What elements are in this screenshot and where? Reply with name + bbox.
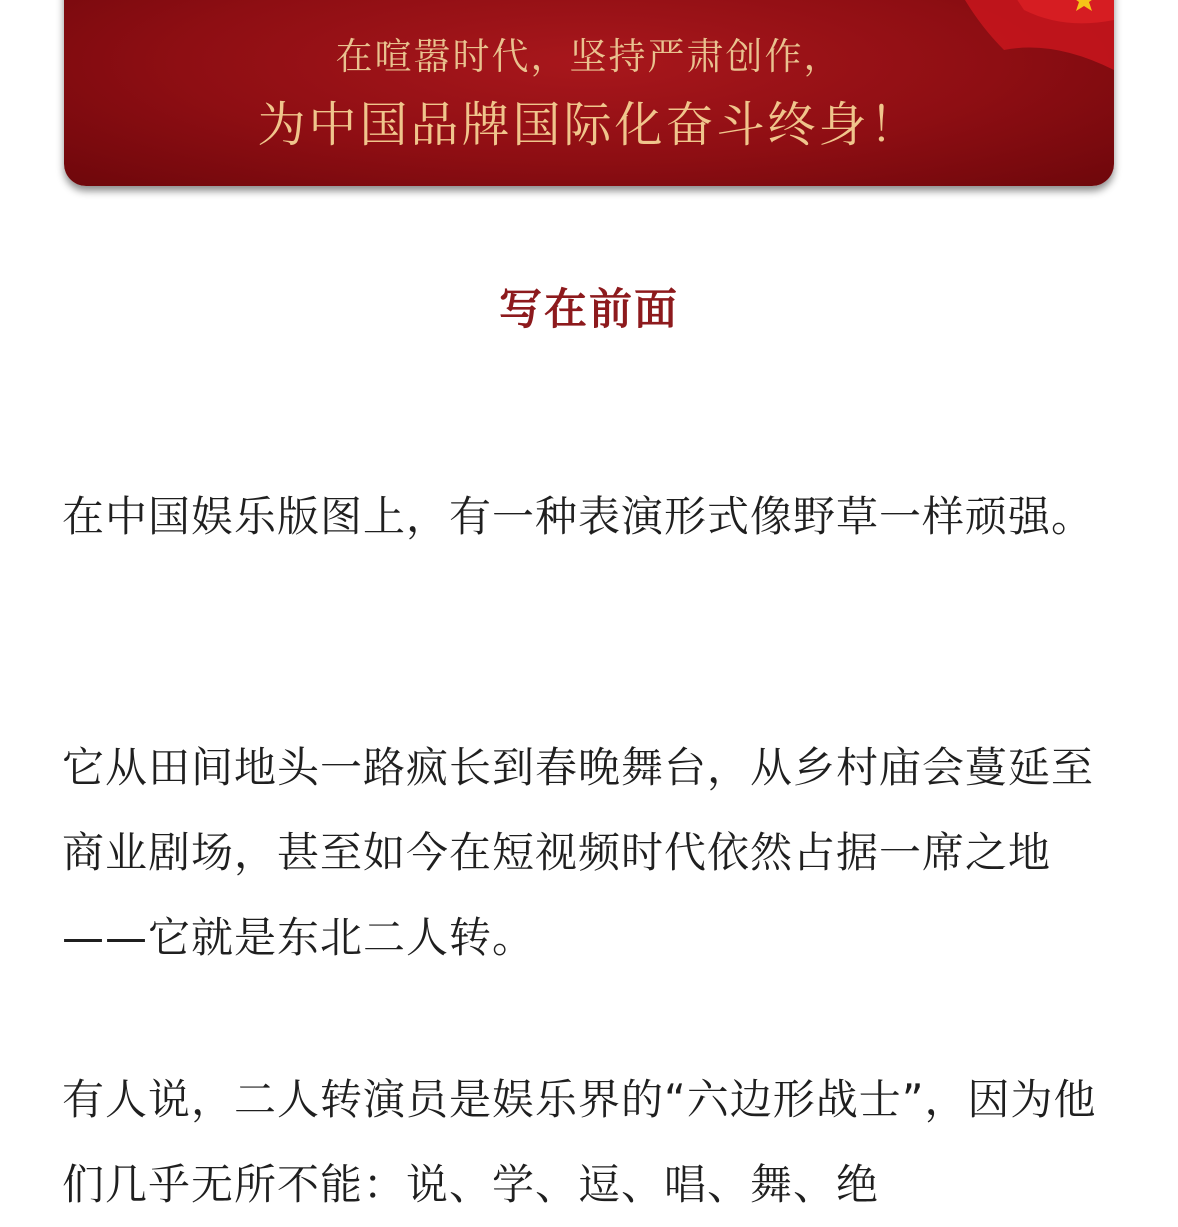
section-title: 写在前面 bbox=[499, 285, 679, 335]
article-paragraph-2: 它从田间地头一路疯长到春晚舞台，从乡村庙会蔓延至商业剧场，甚至如今在短视频时代依然占据一席之地——它就是东北二人转。 bbox=[62, 743, 1095, 962]
banner-slogan-line-2: 为中国品牌国际化奋斗终身！ bbox=[257, 97, 921, 153]
article-paragraph-1: 在中国娱乐版图上，有一种表演形式像野草一样顽强。 bbox=[62, 492, 1095, 541]
banner-slogan-line-1: 在喧嚣时代，坚持严肃创作， bbox=[335, 35, 843, 78]
header-banner bbox=[64, 0, 1114, 186]
article-paragraph-3: 有人说，二人转演员是娱乐界的“六边形战士”，因为他们几乎无所不能：说、学、逗、唱、舞、绝 bbox=[62, 1075, 1097, 1209]
